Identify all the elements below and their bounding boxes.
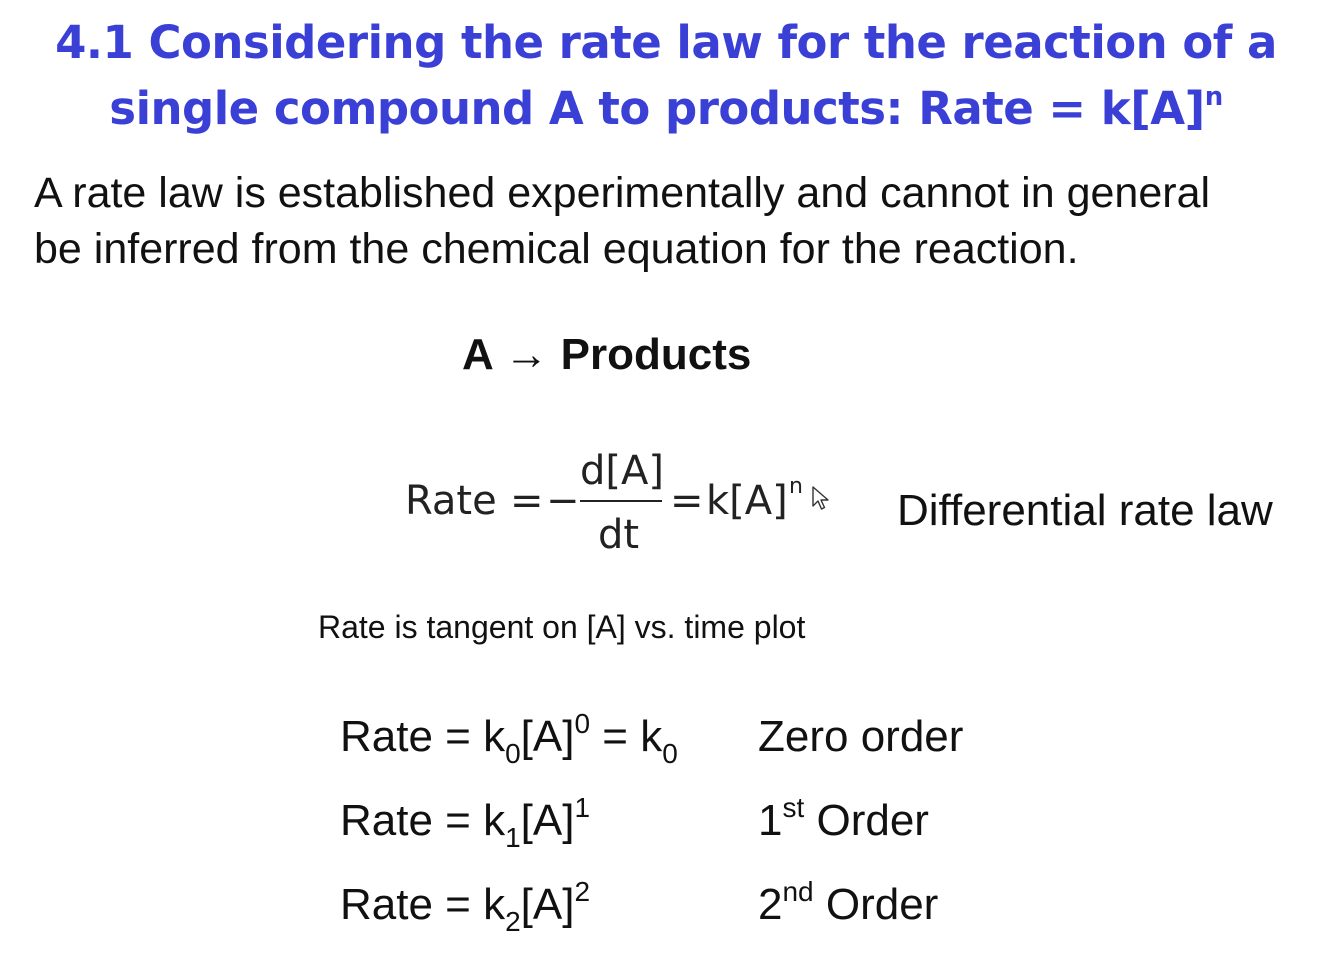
intro-line1: A rate law is established experimentally and cannot in general bbox=[34, 169, 1211, 217]
product: Products bbox=[560, 330, 752, 379]
differential-rate-law-label: Differential rate law bbox=[897, 486, 1273, 535]
diff-numerator: d[A] bbox=[580, 448, 664, 494]
diff-minus: − bbox=[546, 478, 580, 524]
title-exponent: n bbox=[1204, 82, 1223, 112]
reaction-equation bbox=[462, 330, 751, 380]
tangent-note: Rate is tangent on [A] vs. time plot bbox=[318, 609, 806, 645]
intro-line2: be inferred from the chemical equation for the reaction. bbox=[34, 225, 1079, 273]
diff-rhs: k[A] bbox=[706, 478, 788, 524]
diff-rhs-exponent: n bbox=[789, 474, 803, 499]
order-label-second: 2nd Order bbox=[758, 876, 939, 929]
rate-law-second-order: Rate = $k_2[A]^2$ bbox=[340, 876, 591, 937]
reactant: A bbox=[462, 330, 493, 379]
intro-paragraph bbox=[34, 165, 1324, 277]
order-label-zero: Zero order bbox=[758, 712, 964, 761]
rate-law-zero-order: Rate = $k_0[A]^0 = k_0$ bbox=[340, 708, 678, 769]
fraction-bar bbox=[580, 500, 662, 502]
order-label-first: 1st Order bbox=[758, 792, 929, 845]
diff-denominator: dt bbox=[598, 512, 640, 558]
rate-law-first-order: Rate = $k_1[A]^1$ bbox=[340, 792, 591, 853]
slide-title-line2: single compound A to products: Rate = $k[A]^n$ bbox=[109, 82, 1223, 135]
reaction-arrow: → bbox=[504, 330, 549, 379]
diff-lhs: Rate bbox=[405, 478, 497, 524]
slide-title bbox=[0, 10, 1332, 142]
diff-equals-1: = bbox=[510, 478, 544, 524]
slide-title-line1: 4.1 Considering the rate law for the reaction of a bbox=[55, 16, 1277, 69]
mouse-pointer-icon bbox=[812, 486, 830, 512]
diff-equals-2: = bbox=[670, 478, 704, 524]
